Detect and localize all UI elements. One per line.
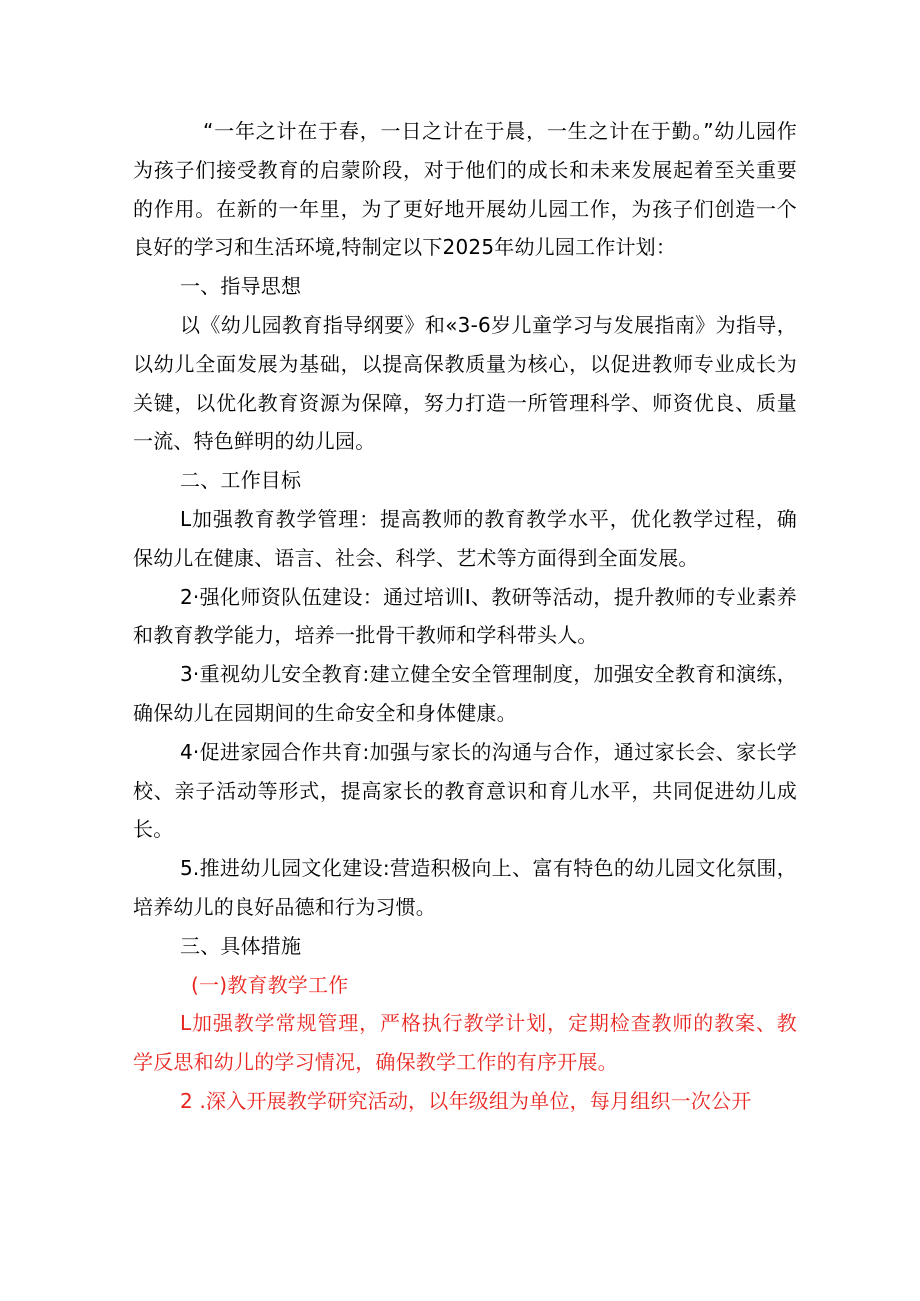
work-goal-item-2: 2·强化师资队伍建设：通过培训I、教研等活动，提升教师的专业素养和教育教学能力，培养一批骨干教师和学科带头人。	[133, 584, 797, 648]
section-heading-work-goals: 二、工作目标	[180, 468, 302, 493]
section-heading-guiding-ideology: 一、指导思想	[180, 274, 302, 299]
work-goal-item-5: 5.推进幼儿园文化建设:营造积极向上、富有特色的幼儿园文化氛围，培养幼儿的良好品德和行为习惯。	[133, 856, 797, 919]
intro-paragraph: “一年之计在于春，一日之计在于晨，一生之计在于勤。”幼儿园作为孩子们接受教育的启蒙阶段，对于他们的成长和未来发展起着至关重要的作用。在新的一年里，为了更好地开展幼儿园工作，为孩子们创造一个良好的学习和生活环境,特制定以下2025年幼儿园工作计划：	[133, 119, 797, 260]
measure-item-1: L加强教学常规管理，严格执行教学计划，定期检查教师的教案、教学反思和幼儿的学习情况，确保教学工作的有序开展。	[133, 1011, 797, 1075]
measure-item-2: 2 .深入开展教学研究活动，以年级组为单位，每月组织一次公开	[180, 1088, 752, 1113]
work-goal-item-1: L加强教育教学管理：提高教师的教育教学水平，优化教学过程，确保幼儿在健康、语言、社会、科学、艺术等方面得到全面发展。	[133, 506, 797, 570]
subheading-teaching-work: (一)教育教学工作	[191, 972, 349, 997]
document-body	[133, 112, 797, 1121]
guiding-ideology-paragraph: 以《幼儿园教育指导纲要》和«3-6岁儿童学习与发展指南》为指导，以幼儿全面发展为基础，以提高保教质量为核心，以促进教师专业成长为关键，以优化教育资源为保障，努力打造一所管理科学、师资优良、质量一流、特色鲜明的幼儿园。	[133, 312, 797, 454]
work-goal-item-3: 3·重视幼儿安全教育:建立健全安全管理制度，加强安全教育和演练，确保幼儿在园期间的生命安全和身体健康。	[133, 662, 797, 725]
work-goal-item-4: 4·促进家园合作共育:加强与家长的沟通与合作，通过家长会、家长学校、亲子活动等形式，提高家长的教育意识和育儿水平，共同促进幼儿成长。	[133, 739, 797, 842]
section-heading-specific-measures: 三、具体措施	[180, 933, 302, 958]
